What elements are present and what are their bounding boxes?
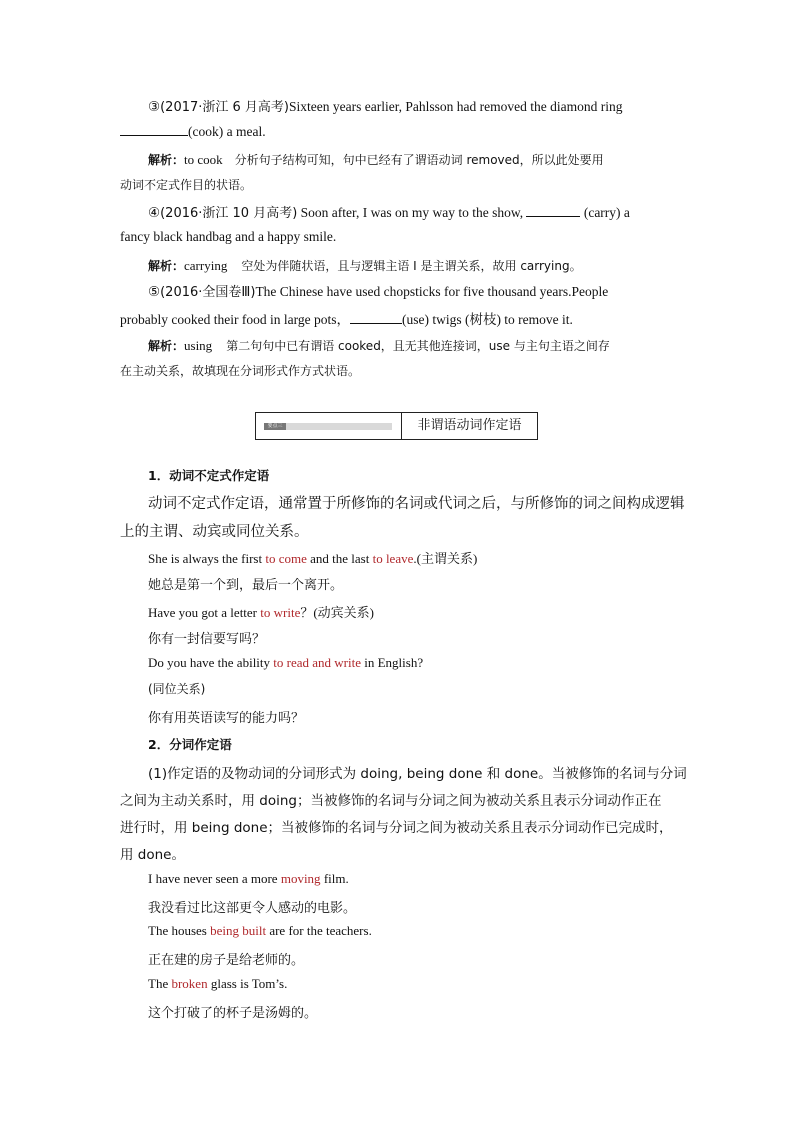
part1-example3 [120, 655, 423, 671]
example-text: I have never seen a more [148, 871, 281, 886]
part1-example1 [120, 548, 477, 567]
q4-answer-label: 解析： [148, 259, 185, 273]
q5-answer-line2: 在主动关系，故填现在分词形式作方式状语。 [120, 364, 361, 378]
q3-line2 [120, 123, 266, 140]
q5-line2 [120, 308, 573, 328]
q3-answer-label: 解析： [148, 153, 185, 167]
part2-desc-line3: 进行时，用 being done；当被修饰的名词与分词之间为被动关系且表示分词动作已完成时， [120, 820, 673, 836]
q5-line1 [120, 281, 608, 300]
example-text: She is always the first [148, 551, 266, 566]
q5-answer-word: using [184, 338, 213, 353]
q5-source: (2016·全国卷Ⅲ) [160, 285, 256, 300]
example-text: in English? [361, 655, 424, 670]
q3-blank [120, 123, 188, 136]
example-text: ？(动宾关系) [300, 605, 375, 620]
q4-source: (2016·浙江 10 月高考) [160, 206, 298, 221]
example-highlight: to write [260, 605, 301, 620]
section-heading-label-area [256, 413, 402, 439]
q5-answer [120, 335, 610, 354]
example-highlight: being built [210, 923, 267, 938]
section-heading-tag: 要点三 [264, 423, 286, 430]
example-text: and the last [306, 551, 373, 566]
part2-desc-line2: 之间为主动关系时，用 doing；当被修饰的名词与分词之间为被动关系且表示分词动作正在 [120, 793, 662, 809]
example-highlight: to read and write [273, 655, 361, 670]
section-heading-title: 非谓语动词作定语 [417, 418, 522, 433]
section-heading-box [255, 412, 538, 440]
part1-desc-line2: 上的主谓、动宾或同位关系。 [120, 524, 309, 540]
part1-example2 [120, 602, 374, 621]
q3-answer [120, 149, 604, 168]
part1-heading: 1．动词不定式作定语 [148, 468, 270, 483]
example-text: The houses [148, 923, 211, 938]
q5-answer-text: 第二句句中已有谓语 cooked，且无其他连接词，use 与主句主语之间存 [226, 339, 610, 353]
part2-example1-translation: 我没看过比这部更令人感动的电影。 [148, 901, 357, 916]
part1-example2-translation: 你有一封信要写吗？ [148, 632, 266, 647]
part1-desc-line1: 动词不定式作定语，通常置于所修饰的名词或代词之后，与所修饰的词之间构成逻辑 [148, 496, 685, 512]
q5-blank [350, 311, 402, 324]
q5-text: The Chinese have used chopsticks for five thousand years.People [255, 284, 609, 299]
q3-text-after: (cook) a meal. [188, 124, 266, 139]
part2-example3 [120, 976, 287, 992]
example-text: The [148, 976, 172, 991]
q4-answer [120, 255, 582, 274]
q4-line1 [120, 202, 630, 221]
example-text: Have you got a letter [148, 605, 261, 620]
part2-example1 [120, 871, 349, 887]
example-text: are for the teachers. [266, 923, 372, 938]
q5-number: ⑤ [148, 284, 161, 299]
q4-blank [526, 204, 580, 217]
part1-example3-note: (同位关系) [148, 682, 206, 696]
q3-line1 [120, 96, 623, 115]
example-highlight: to come [265, 551, 307, 566]
example-highlight: to leave [372, 551, 414, 566]
q4-answer-word: carrying [184, 258, 228, 273]
example-text: glass is Tom’s. [207, 976, 288, 991]
q3-answer-word: to cook [184, 152, 223, 167]
part2-example2-translation: 正在建的房子是给老师的。 [148, 953, 305, 968]
q3-text: Sixteen years earlier, Pahlsson had removed the diamond ring [289, 99, 623, 114]
q3-number: ③ [148, 99, 161, 114]
part2-desc-line1: (1)作定语的及物动词的分词形式为 doing, being done 和 done。当被修饰的名词与分词 [148, 766, 687, 782]
example-text: Do you have the ability [148, 655, 274, 670]
part1-example1-translation: 她总是第一个到，最后一个离开。 [148, 578, 344, 593]
q4-text: Soon after, I was on my way to the show, [300, 205, 524, 220]
q4-number: ④ [148, 205, 161, 220]
q5-text-after: (use) twigs (树枝) to remove it. [401, 312, 573, 327]
part2-example2 [120, 923, 372, 939]
q4-line2: fancy black handbag and a happy smile. [120, 229, 337, 244]
q5-answer-label: 解析： [148, 339, 185, 353]
q4-answer-text: 空处为伴随状语，且与逻辑主语 I 是主谓关系，故用 carrying。 [241, 259, 582, 273]
part1-example3-translation: 你有用英语读写的能力吗？ [148, 711, 305, 726]
q4-text-after: (carry) a [583, 205, 630, 220]
q3-answer-text: 分析句子结构可知，句中已经有了谓语动词 removed，所以此处要用 [234, 153, 604, 167]
q5-text-before: probably cooked their food in large pots， [120, 312, 350, 327]
part2-heading: 2．分词作定语 [148, 737, 232, 752]
example-text: film. [320, 871, 349, 886]
example-highlight: broken [171, 976, 208, 991]
part2-desc-line4: 用 done。 [120, 847, 185, 863]
example-highlight: moving [280, 871, 321, 886]
q3-answer-line2: 动词不定式作目的状语。 [120, 178, 253, 192]
part2-example3-translation: 这个打破了的杯子是汤姆的。 [148, 1006, 318, 1021]
example-text: .(主谓关系) [413, 551, 478, 566]
q3-source: (2017·浙江 6 月高考) [160, 100, 290, 115]
